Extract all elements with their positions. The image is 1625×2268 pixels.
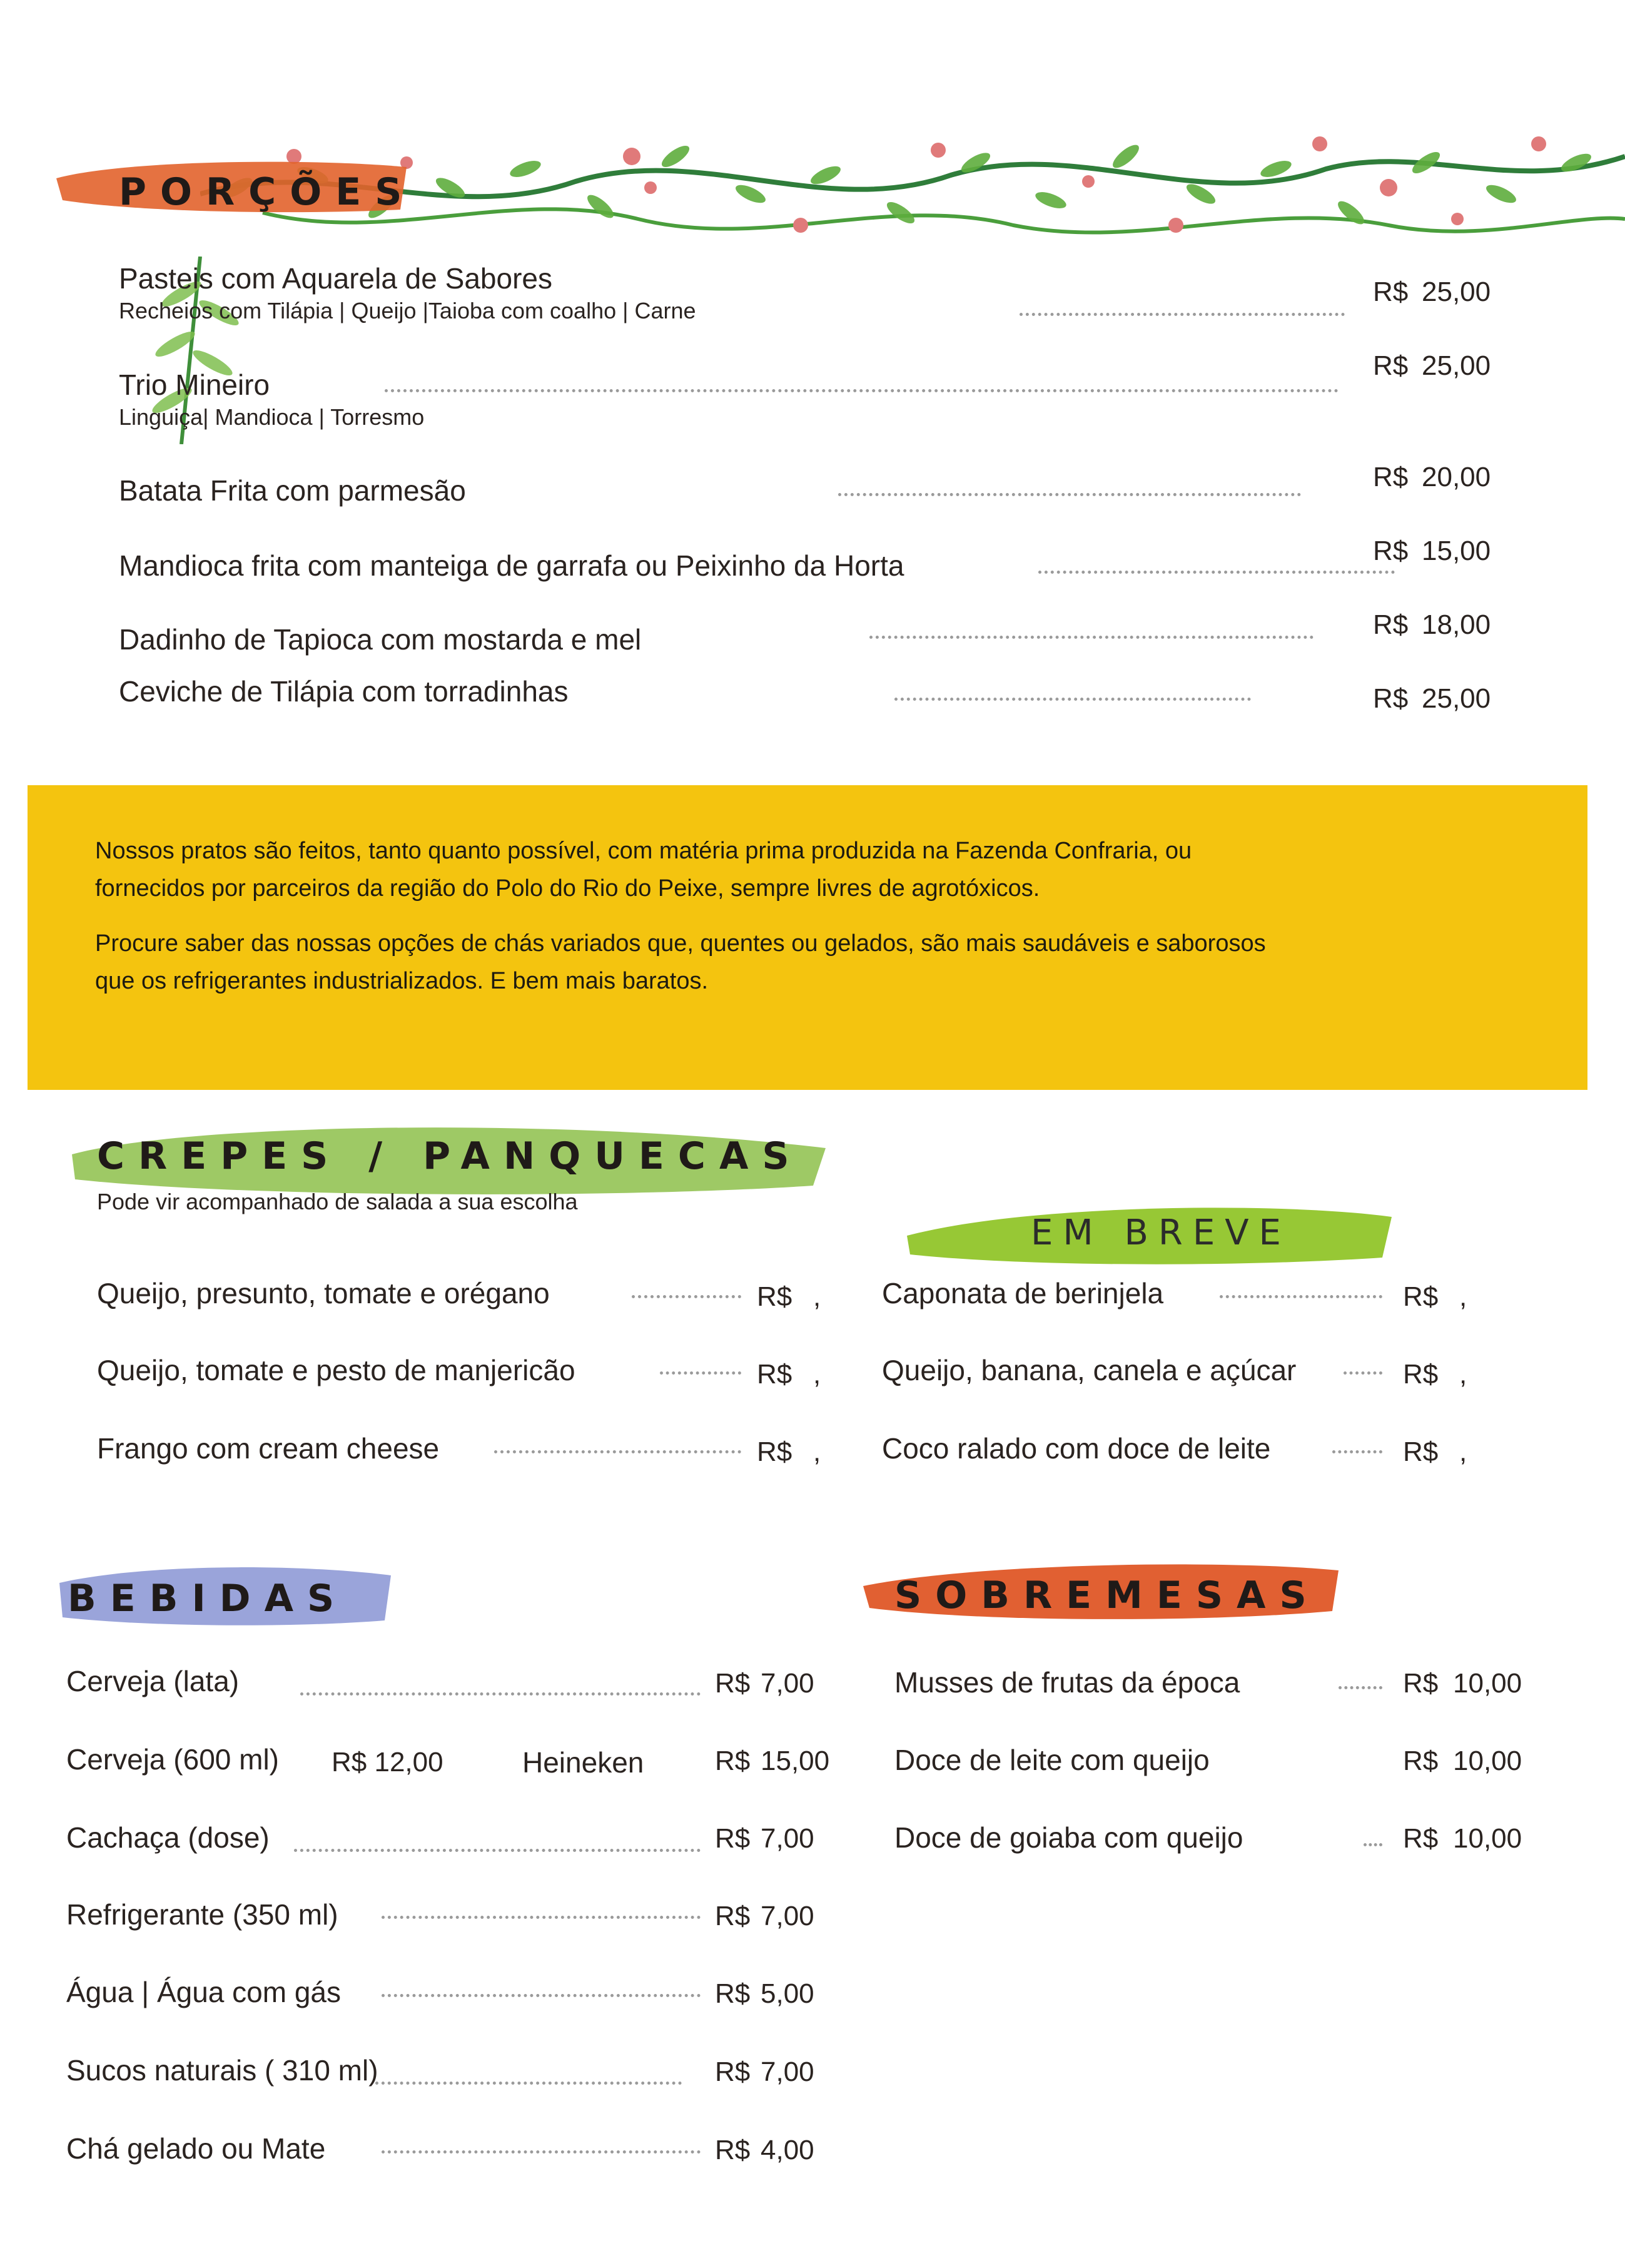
menu-item-name: Água | Água com gás: [66, 1976, 341, 2008]
menu-item-name: Ceviche de Tilápia com torradinhas: [119, 675, 569, 708]
menu-item-name: Cachaça (dose): [66, 1821, 270, 1854]
leader-dots: [838, 493, 1301, 496]
leader-dots: [1364, 1843, 1382, 1846]
menu-item-name: Mandioca frita com manteiga de garrafa ou Peixinho da Horta: [119, 549, 904, 582]
leader-dots: [294, 1849, 701, 1852]
price-value: ,: [813, 1437, 821, 1467]
price-value: 7,00: [761, 2057, 814, 2087]
price-value: ,: [813, 1281, 821, 1312]
crepes-subtitle: Pode vir acompanhado de salada a sua escolha: [97, 1189, 578, 1214]
menu-item-name: Cerveja (lata): [66, 1665, 240, 1697]
price-value: 5,00: [761, 1978, 814, 2009]
price-currency: R$: [1403, 1359, 1439, 1390]
leader-dots: [375, 2082, 682, 2085]
leader-dots: [1020, 313, 1345, 316]
leader-dots: [1344, 1371, 1382, 1375]
price-value: 10,00: [1453, 1746, 1522, 1776]
menu-item-name: Pasteis com Aquarela de Sabores: [119, 262, 552, 295]
menu-item-name: Dadinho de Tapioca com mostarda e mel: [119, 623, 642, 656]
leader-dots: [382, 1994, 701, 1997]
menu-item-name: Queijo, banana, canela e açúcar: [882, 1354, 1297, 1386]
price-currency: R$: [715, 1978, 751, 2009]
leader-dots: [300, 1692, 701, 1696]
crepes-title: CREPES / PANQUECAS: [97, 1134, 803, 1178]
menu-item-name: Chá gelado ou Mate: [66, 2132, 326, 2165]
leader-dots: [1339, 1686, 1382, 1689]
menu-item-name: Refrigerante (350 ml): [66, 1898, 338, 1931]
price-currency: R$: [757, 1281, 792, 1312]
leader-dots: [494, 1450, 741, 1453]
price-currency: R$: [1373, 462, 1409, 492]
menu-item-name: Trio Mineiro: [119, 369, 270, 401]
price-currency: R$: [757, 1437, 792, 1467]
leader-dots: [1332, 1450, 1382, 1453]
price-value: 25,00: [1422, 277, 1491, 307]
leader-dots: [1038, 571, 1395, 574]
price-value: ,: [1459, 1359, 1467, 1390]
price-value: 4,00: [761, 2135, 814, 2165]
leader-dots: [632, 1295, 741, 1298]
price-value: 25,00: [1422, 683, 1491, 714]
leader-dots: [382, 1916, 701, 1919]
leader-dots: [894, 698, 1251, 701]
price-value: 10,00: [1453, 1823, 1522, 1854]
price-value: 25,00: [1422, 350, 1491, 381]
price-currency: R$: [757, 1359, 792, 1390]
menu-item-name: Cerveja (600 ml): [66, 1743, 279, 1776]
price-value: 10,00: [1453, 1668, 1522, 1699]
price-currency: R$: [715, 1823, 751, 1854]
leader-dots: [869, 636, 1314, 639]
price-currency: R$: [1403, 1746, 1439, 1776]
price-currency: R$: [1403, 1437, 1439, 1467]
notice-paragraph: Nossos pratos são feitos, tanto quanto possível, com matéria prima produzida na Fazenda Confraria, ou fornecidos por parceiros da região do Polo do Rio do Peixe, sempre livres de agrotóxicos.: [95, 838, 1192, 902]
menu-item-name: Coco ralado com doce de leite: [882, 1432, 1271, 1465]
price-currency: R$: [1373, 683, 1409, 714]
menu-item-name: Queijo, tomate e pesto de manjericão: [97, 1354, 575, 1386]
leader-dots: [382, 2150, 701, 2154]
price-value: 7,00: [761, 1901, 814, 1931]
price-value: 7,00: [761, 1823, 814, 1854]
menu-item-name: Queijo, presunto, tomate e orégano: [97, 1277, 550, 1309]
menu-item-description: Linguiça| Mandioca | Torresmo: [119, 404, 425, 430]
price-currency: R$: [715, 1668, 751, 1699]
menu-item-name: Frango com cream cheese: [97, 1432, 440, 1465]
price-value: 15,00: [1422, 536, 1491, 566]
em-breve-title: EM BREVE: [1031, 1213, 1291, 1253]
porcoes-title: PORÇÕES: [119, 170, 416, 214]
price-currency: R$: [1373, 350, 1409, 381]
price-value: ,: [813, 1359, 821, 1390]
price-currency: R$: [715, 2135, 751, 2165]
menu-item-name: Batata Frita com parmesão: [119, 474, 466, 507]
price-currency: R$: [1403, 1823, 1439, 1854]
menu-item-name: Doce de goiaba com queijo: [894, 1821, 1243, 1854]
price-value: R$ 12,00: [332, 1747, 443, 1777]
price-currency: R$: [1373, 277, 1409, 307]
sourcing-notice-box: [28, 785, 1587, 1090]
price-currency: R$: [1403, 1281, 1439, 1312]
price-value: ,: [1459, 1437, 1467, 1467]
leader-dots: [385, 389, 1339, 392]
notice-paragraph: Procure saber das nossas opções de chás variados que, quentes ou gelados, são mais saudáveis e saborosos que os refrigerantes industrializados. E bem mais baratos.: [95, 930, 1266, 994]
menu-item-name: Caponata de berinjela: [882, 1277, 1164, 1309]
price-currency: R$: [1373, 609, 1409, 640]
menu-item-description: Recheios com Tilápia | Queijo |Taioba com coalho | Carne: [119, 298, 696, 323]
menu-item-name: Heineken: [522, 1746, 644, 1779]
sobremesas-title: SOBREMESAS: [894, 1574, 1320, 1617]
bebidas-title: BEBIDAS: [68, 1577, 348, 1620]
menu-item-name: Doce de leite com queijo: [894, 1744, 1210, 1776]
price-currency: R$: [715, 1901, 751, 1931]
price-currency: R$: [715, 2057, 751, 2087]
leader-dots: [1220, 1295, 1382, 1298]
price-currency: R$: [715, 1746, 751, 1776]
price-currency: R$: [1403, 1668, 1439, 1699]
menu-item-name: Musses de frutas da época: [894, 1666, 1240, 1699]
price-value: ,: [1459, 1281, 1467, 1312]
price-value: 15,00: [761, 1746, 830, 1776]
menu-item-name: Sucos naturais ( 310 ml): [66, 2054, 378, 2087]
leader-dots: [660, 1371, 741, 1375]
price-value: 18,00: [1422, 609, 1491, 640]
price-currency: R$: [1373, 536, 1409, 566]
price-value: 7,00: [761, 1668, 814, 1699]
price-value: 20,00: [1422, 462, 1491, 492]
